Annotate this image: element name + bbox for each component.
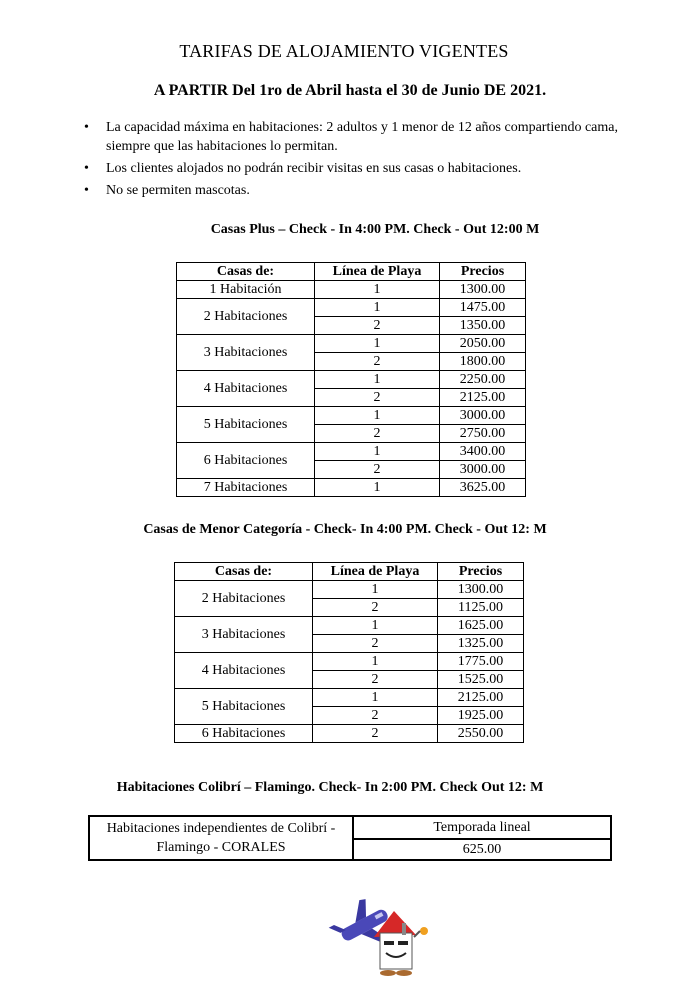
beach-line-cell: 1 bbox=[315, 443, 440, 461]
price-cell: 1125.00 bbox=[438, 599, 524, 617]
colibri-heading: Habitaciones Colibrí – Flamingo. Check- In 2:00 PM. Check Out 12: M bbox=[116, 780, 544, 795]
price-cell: 1925.00 bbox=[438, 707, 524, 725]
room-count-cell: 3 Habitaciones bbox=[177, 335, 315, 371]
beach-line-cell: 2 bbox=[313, 707, 438, 725]
column-header: Línea de Playa bbox=[315, 263, 440, 281]
price-cell: 1325.00 bbox=[438, 635, 524, 653]
room-count-cell: 3 Habitaciones bbox=[175, 617, 313, 653]
beach-line-cell: 2 bbox=[315, 389, 440, 407]
table-row bbox=[177, 371, 526, 389]
table-row bbox=[177, 281, 526, 299]
room-count-cell: 5 Habitaciones bbox=[175, 689, 313, 725]
price-cell: 1300.00 bbox=[438, 581, 524, 599]
price-cell: 2125.00 bbox=[438, 689, 524, 707]
beach-line-cell: 2 bbox=[315, 353, 440, 371]
house-mascot-logo-icon bbox=[328, 897, 438, 979]
plus-rates-table bbox=[176, 262, 526, 497]
room-count-cell: 5 Habitaciones bbox=[177, 407, 315, 443]
policy-notes bbox=[84, 118, 644, 203]
column-header: Precios bbox=[438, 563, 524, 581]
price-cell: 1350.00 bbox=[440, 317, 526, 335]
beach-line-cell: 1 bbox=[313, 581, 438, 599]
price-cell: 3000.00 bbox=[440, 407, 526, 425]
table-header-row bbox=[175, 563, 524, 581]
table-row bbox=[177, 335, 526, 353]
beach-line-cell: 1 bbox=[315, 299, 440, 317]
table-row bbox=[177, 443, 526, 461]
price-cell: 3625.00 bbox=[440, 479, 526, 497]
plus-heading: Casas Plus – Check - In 4:00 PM. Check - Out 12:00 M bbox=[210, 222, 540, 237]
price-cell: 1625.00 bbox=[438, 617, 524, 635]
note-item: • La capacidad máxima en habitaciones: 2 adultos y 1 menor de 12 años compartiendo cama, siempre que las habitaciones lo permitan. bbox=[84, 118, 644, 156]
price-cell: 2050.00 bbox=[440, 335, 526, 353]
menor-heading: Casas de Menor Categoría - Check- In 4:00 PM. Check - Out 12: M bbox=[143, 522, 547, 537]
price-cell: 1775.00 bbox=[438, 653, 524, 671]
menor-rates-table bbox=[174, 562, 524, 743]
note-item: • No se permiten mascotas. bbox=[84, 181, 644, 200]
column-header: Línea de Playa bbox=[313, 563, 438, 581]
room-count-cell: 2 Habitaciones bbox=[177, 299, 315, 335]
price-cell: 1800.00 bbox=[440, 353, 526, 371]
table-row bbox=[175, 617, 524, 635]
note-item: • Los clientes alojados no podrán recibir visitas en sus casas o habitaciones. bbox=[84, 159, 644, 178]
colibri-rates-table bbox=[88, 815, 612, 861]
price-cell: 3400.00 bbox=[440, 443, 526, 461]
beach-line-cell: 1 bbox=[313, 653, 438, 671]
beach-line-cell: 1 bbox=[313, 617, 438, 635]
room-count-cell: 4 Habitaciones bbox=[177, 371, 315, 407]
beach-line-cell: 2 bbox=[313, 635, 438, 653]
column-header: Casas de: bbox=[177, 263, 315, 281]
beach-line-cell: 1 bbox=[313, 689, 438, 707]
beach-line-cell: 1 bbox=[315, 479, 440, 497]
beach-line-cell: 2 bbox=[315, 461, 440, 479]
room-count-cell: 2 Habitaciones bbox=[175, 581, 313, 617]
table-row bbox=[175, 725, 524, 743]
price-cell: 2550.00 bbox=[438, 725, 524, 743]
room-count-cell: 6 Habitaciones bbox=[177, 443, 315, 479]
beach-line-cell: 2 bbox=[313, 725, 438, 743]
beach-line-cell: 1 bbox=[315, 281, 440, 299]
room-count-cell: 7 Habitaciones bbox=[177, 479, 315, 497]
price-cell: 3000.00 bbox=[440, 461, 526, 479]
price-cell: 1525.00 bbox=[438, 671, 524, 689]
price-cell: 2250.00 bbox=[440, 371, 526, 389]
beach-line-cell: 2 bbox=[313, 671, 438, 689]
room-count-cell: 1 Habitación bbox=[177, 281, 315, 299]
table-row bbox=[177, 299, 526, 317]
beach-line-cell: 1 bbox=[315, 335, 440, 353]
page-title: TARIFAS DE ALOJAMIENTO VIGENTES bbox=[179, 41, 509, 61]
price-cell: 2750.00 bbox=[440, 425, 526, 443]
date-range-subtitle: A PARTIR Del 1ro de Abril hasta el 30 de Junio DE 2021. bbox=[153, 82, 547, 99]
column-header: Precios bbox=[440, 263, 526, 281]
price-cell: 1300.00 bbox=[440, 281, 526, 299]
room-count-cell: 6 Habitaciones bbox=[175, 725, 313, 743]
table-row bbox=[175, 581, 524, 599]
beach-line-cell: 2 bbox=[313, 599, 438, 617]
colibri-label-cell: Habitaciones independientes de Colibrí - Flamingo - CORALES bbox=[89, 816, 353, 860]
beach-line-cell: 2 bbox=[315, 317, 440, 335]
table-row bbox=[177, 407, 526, 425]
table-header-row bbox=[177, 263, 526, 281]
beach-line-cell: 1 bbox=[315, 407, 440, 425]
beach-line-cell: 1 bbox=[315, 371, 440, 389]
price-cell: 1475.00 bbox=[440, 299, 526, 317]
colibri-price-cell: 625.00 bbox=[353, 839, 611, 860]
beach-line-cell: 2 bbox=[315, 425, 440, 443]
price-cell: 2125.00 bbox=[440, 389, 526, 407]
table-row bbox=[177, 479, 526, 497]
season-header-cell: Temporada lineal bbox=[353, 816, 611, 839]
room-count-cell: 4 Habitaciones bbox=[175, 653, 313, 689]
table-row bbox=[175, 689, 524, 707]
column-header: Casas de: bbox=[175, 563, 313, 581]
table-row bbox=[175, 653, 524, 671]
